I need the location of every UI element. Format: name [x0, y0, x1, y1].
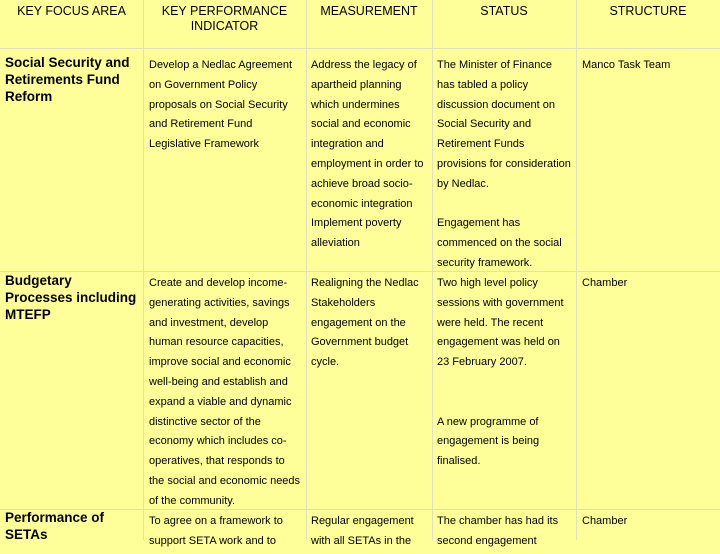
- focus-area-budgetary-processes: Budgetary Processes including MTEFP: [5, 273, 137, 322]
- cell-line: Two high level policy: [437, 277, 538, 289]
- cell-line: generating activities, savings: [149, 296, 290, 309]
- cell-line: Engagement has: [437, 217, 521, 230]
- cell-line: proposals on Social Security: [149, 98, 288, 111]
- column-divider: [306, 0, 307, 540]
- column-divider: [143, 0, 144, 540]
- cell-line: Retirement Funds: [437, 138, 525, 151]
- cell-line: of the community.: [149, 494, 235, 507]
- indicator-cell: [149, 58, 306, 270]
- cell-line: To agree on a framework to: [149, 515, 283, 527]
- focus-area-performance-of-setas: Performance of SETAs: [5, 510, 105, 542]
- cell-line: has tabled a policy: [437, 78, 529, 91]
- cell-line: employment in order to: [311, 158, 424, 170]
- cell-line: second engagement: [437, 534, 537, 547]
- measurement-cell: [311, 514, 432, 554]
- cell-line: engagement is being: [437, 435, 540, 448]
- status-cell: [437, 58, 576, 270]
- header-key-focus-area: KEY FOCUS AREA: [17, 4, 126, 18]
- cell-line: commenced on the social: [437, 237, 562, 250]
- cell-line: the social and economic needs: [149, 475, 301, 487]
- cell-line: expand a viable and dynamic: [149, 395, 292, 408]
- cell-line: discussion document on: [437, 98, 556, 111]
- cell-line: were held. The recent: [437, 316, 544, 329]
- cell-line: finalised.: [437, 455, 481, 468]
- cell-line: human resource capacities,: [149, 336, 284, 349]
- cell-line: cycle.: [311, 356, 340, 369]
- header-structure: STRUCTURE: [609, 4, 687, 18]
- cell-line: The chamber has had its: [437, 515, 559, 527]
- cell-line: Social Security and: [437, 118, 532, 131]
- structure-cell: [582, 276, 720, 508]
- cell-line: Government budget: [311, 336, 409, 349]
- cell-line: and investment, develop: [149, 316, 269, 329]
- cell-line: on Government Policy: [149, 78, 258, 91]
- cell-line: Implement poverty: [311, 217, 402, 230]
- cell-line: well-being and establish and: [149, 376, 288, 388]
- indicator-cell: [149, 276, 306, 508]
- indicator-cell: [149, 514, 306, 554]
- cell-line: and Retirement Fund: [149, 118, 253, 131]
- measurement-cell: [311, 58, 432, 270]
- cell-line: improve social and economic: [149, 356, 291, 369]
- cell-line: with all SETAs in the: [311, 534, 412, 547]
- cell-line: social and economic: [311, 118, 411, 131]
- column-divider: [432, 0, 433, 540]
- cell-line: Manco Task Team: [582, 59, 671, 71]
- cell-line: Regular engagement: [311, 515, 414, 527]
- status-cell: [437, 276, 576, 508]
- cell-line: which undermines: [311, 98, 400, 111]
- cell-line: The Minister of Finance: [437, 59, 552, 71]
- structure-cell: [582, 514, 720, 554]
- header-key-performance-indicator: KEY PERFORMANCE INDICATOR: [161, 4, 288, 33]
- cell-line: alleviation: [311, 237, 360, 250]
- cell-line: sessions with government: [437, 296, 564, 309]
- header-status: STATUS: [480, 4, 528, 18]
- cell-line: Create and develop income-: [149, 277, 288, 289]
- cell-line: operatives, that responds to: [149, 455, 285, 468]
- cell-line: security framework.: [437, 257, 533, 269]
- status-cell: [437, 514, 576, 554]
- measurement-cell: [311, 276, 432, 508]
- cell-line: integration and: [311, 138, 384, 151]
- cell-line: apartheid planning: [311, 78, 402, 91]
- cell-line: Develop a Nedlac Agreement: [149, 59, 293, 71]
- column-divider: [576, 0, 577, 540]
- cell-line: distinctive sector of the: [149, 415, 261, 428]
- cell-line: support SETA work and to: [149, 534, 276, 547]
- cell-line: achieve broad socio-: [311, 177, 413, 190]
- cell-line: provisions for consideration: [437, 158, 571, 170]
- cell-line: A new programme of: [437, 415, 539, 428]
- cell-line: engagement was held on: [437, 336, 560, 349]
- cell-line: Chamber: [582, 277, 628, 289]
- header-measurement: MEASUREMENT: [320, 4, 418, 18]
- cell-line: Stakeholders: [311, 296, 376, 309]
- row-divider: [0, 48, 720, 49]
- cell-line: Address the legacy of: [311, 59, 417, 71]
- focus-area-social-security: Social Security and Retirements Fund Reform: [5, 55, 130, 104]
- cell-line: by Nedlac.: [437, 177, 489, 190]
- cell-line: economic integration: [311, 197, 413, 210]
- structure-cell: [582, 58, 720, 270]
- cell-line: economy which includes co-: [149, 435, 287, 448]
- cell-line: 23 February 2007.: [437, 356, 527, 369]
- cell-line: Chamber: [582, 515, 628, 527]
- cell-line: engagement on the: [311, 316, 406, 329]
- cell-line: Legislative Framework: [149, 138, 260, 151]
- cell-line: Realigning the Nedlac: [311, 277, 419, 289]
